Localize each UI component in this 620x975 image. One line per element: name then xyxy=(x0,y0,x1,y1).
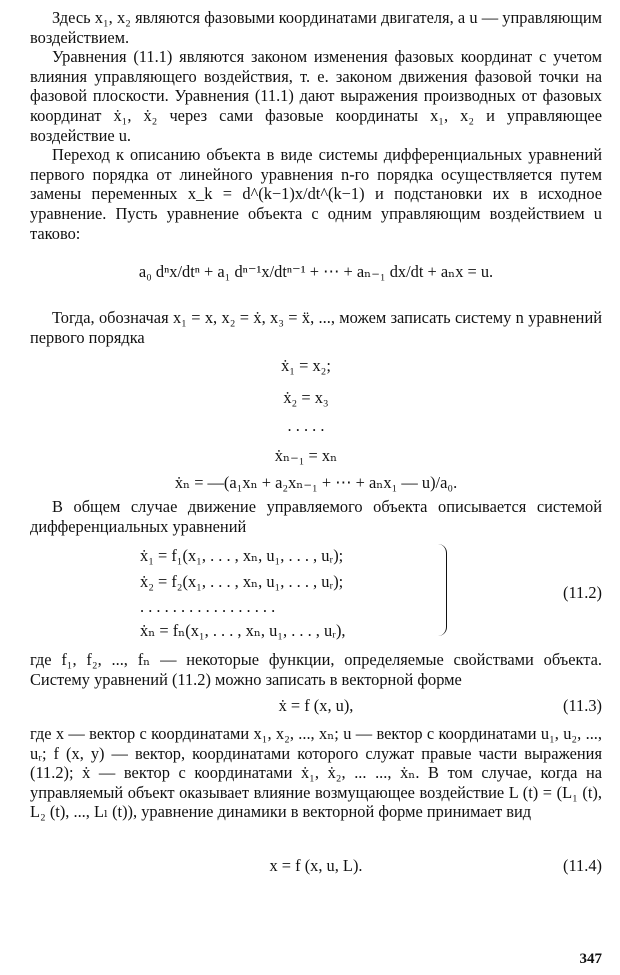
para4: Тогда, обозначая x₁ = x, x₂ = ẋ, x₃ = ẍ, ..., можем записать систему n уравнений первого порядка xyxy=(30,308,602,347)
paragraph-notation xyxy=(30,308,602,347)
system1-eq2: ẋ₂ = x₃ xyxy=(283,388,329,407)
eq-11-2-label: (11.2) xyxy=(563,583,602,602)
eq-11-3-label: (11.3) xyxy=(563,696,602,715)
paragraph-general-case xyxy=(30,497,602,536)
para3: Переход к описанию объекта в виде системы дифференциальных уравнений первого порядка от линейного уравнения n-го порядка осуществляется путем замены переменных x_k = d^(k−1)x/dt^(k−1) и подстановки их в исходное уравнение. Пусть уравнение объекта с одним управляющим воздействием u таково: xyxy=(30,145,602,243)
eq-11-4-label: (11.4) xyxy=(563,856,602,875)
system1-eq3: ẋₙ₋₁ = xₙ xyxy=(274,446,338,465)
paragraph-vector-definitions xyxy=(30,724,602,822)
system2-eq2: ẋ₂ = f₂(x₁, . . . , xₙ, u₁, . . . , uᵣ); xyxy=(140,572,344,591)
para2: Уравнения (11.1) являются законом изменения фазовых координат с учетом влияния управляющего воздействия, т. е. законом движения фазовой точки на фазовой плоскости. Уравнения (11.1) дают выражения производных от фазовых координат ẋ₁, ẋ₂ через сами фазовые координаты x₁, x₂ и управляющее воздействие u. xyxy=(30,47,602,145)
page-number: 347 xyxy=(579,951,602,967)
system2-dots: . . . . . . . . . . . . . . . . . xyxy=(140,597,276,616)
equation-11-4: x = f (x, u, L). xyxy=(269,856,363,875)
paragraph-phase-coordinates xyxy=(30,8,602,243)
para1: Здесь x₁, x₂ являются фазовыми координатами двигателя, а u — управляющим воздействием. xyxy=(30,8,602,47)
para6: где f₁, f₂, ..., fₙ — некоторые функции, определяемые свойствами объекта. Систему уравнений (11.2) можно записать в векторной форме xyxy=(30,650,602,689)
system1-dots: . . . . . xyxy=(287,416,325,435)
system1-eq1: ẋ₁ = x₂; xyxy=(281,356,331,375)
equation-linear-nth-order: a₀ dⁿx/dtⁿ + a₁ dⁿ⁻¹x/dtⁿ⁻¹ + ⋯ + aₙ₋₁ dx/dt + aₙx = u. xyxy=(138,262,494,281)
equation-11-3: ẋ = f (x, u), xyxy=(278,696,354,715)
para5: В общем случае движение управляемого объекта описывается системой дифференциальных уравнений xyxy=(30,497,602,536)
para7: где x — вектор с координатами x₁, x₂, ..., xₙ; u — вектор с координатами u₁, u₂, ..., uᵣ; f (x, y) — вектор, координатами которого служат правые части выражения (11.2); ẋ — вектор с координатами ẋ₁, ẋ₂, ... ..., ẋₙ. В том случае, когда на управляемый объект оказывает влияние возмущающее воздействие L (t) = (L₁ (t), L₂ (t), ..., Lₗ (t)), уравнение динамики в векторной форме принимает вид xyxy=(30,724,602,822)
system2-eq1: ẋ₁ = f₁(x₁, . . . , xₙ, u₁, . . . , uᵣ); xyxy=(140,546,344,565)
system1-eq4: ẋₙ = —(a₁xₙ + a₂xₙ₋₁ + ⋯ + aₙx₁ — u)/a₀. xyxy=(174,473,458,492)
system2-eq3: ẋₙ = fₙ(x₁, . . . , xₙ, u₁, . . . , uᵣ), xyxy=(140,621,346,640)
system-brace xyxy=(438,544,447,636)
paragraph-vector-form xyxy=(30,650,602,689)
